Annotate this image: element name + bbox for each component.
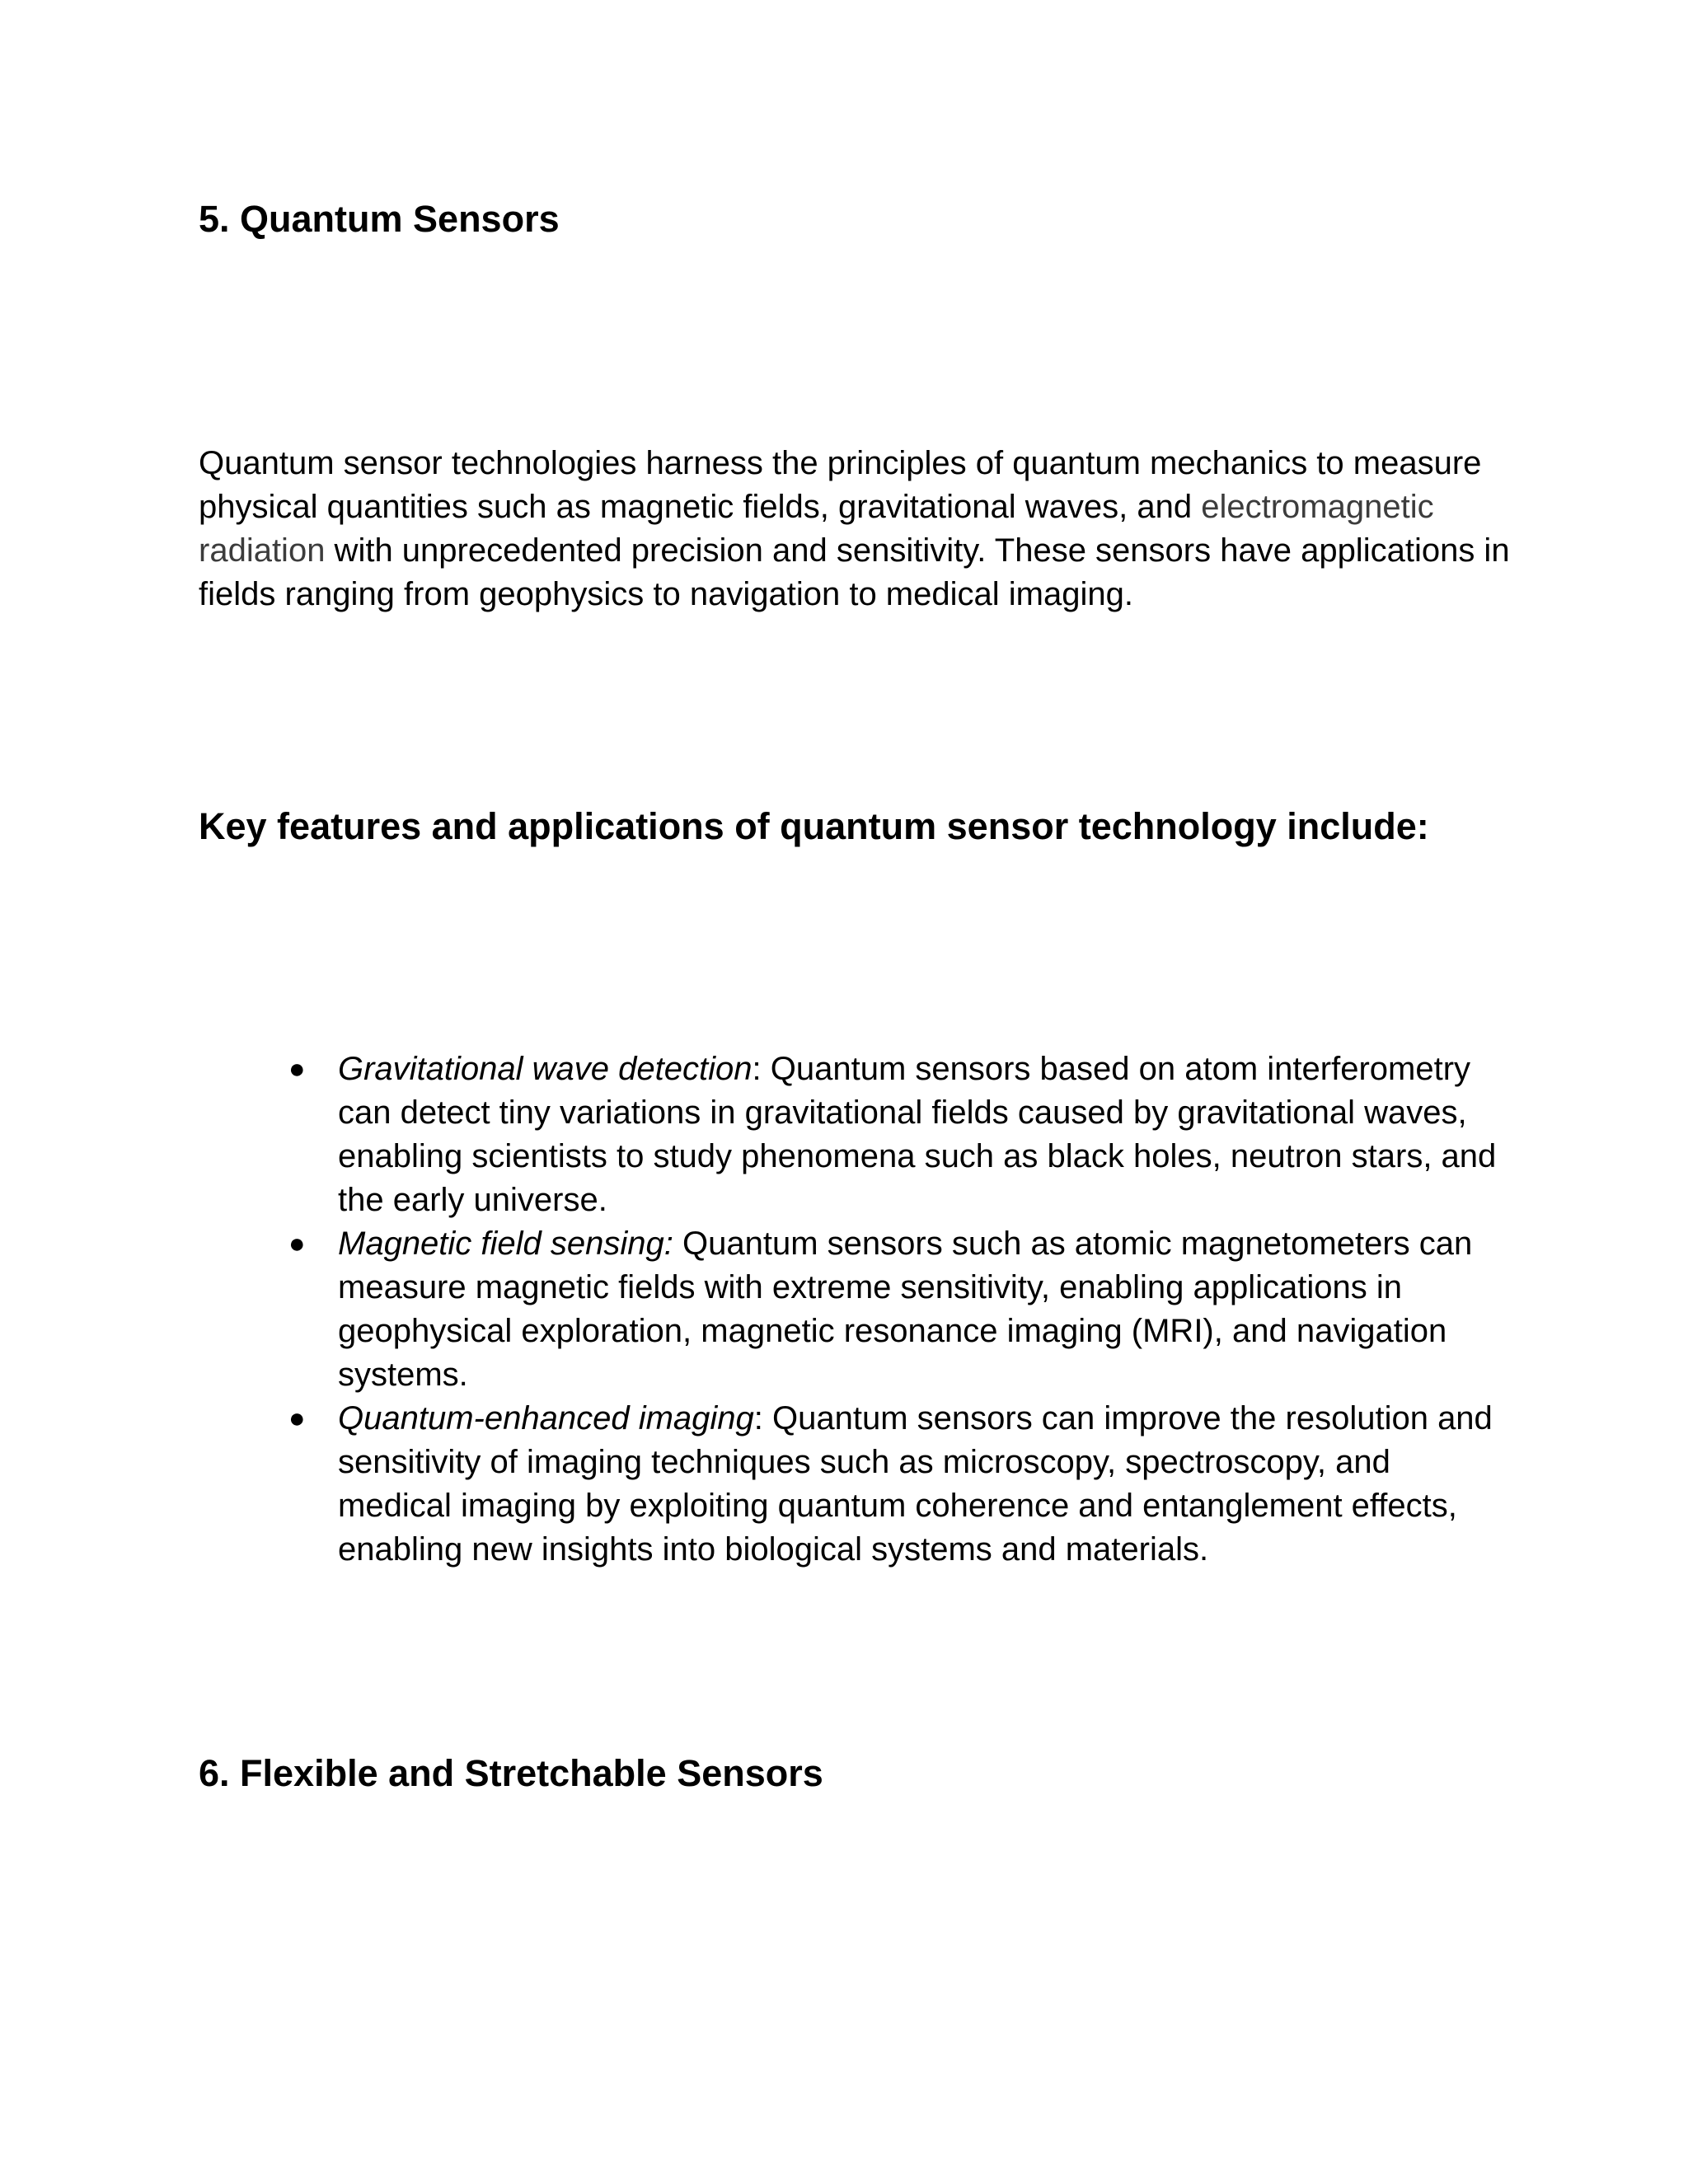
features-list (280, 1047, 1500, 1572)
intro-text-end: with unprecedented precision and sensitivity. These sensors have applications in fields ranging from geophysics to navigation to medical imaging. (199, 532, 1510, 612)
list-item-text: : Quantum sensors can improve the resolution and sensitivity of imaging techniques such as microscopy, spectroscopy, and medical imaging by exploiting quantum coherence and entanglement effects, enabling new insights into biological systems and materials. (338, 1400, 1493, 1568)
intro-text-start: Quantum sensor technologies harness the principles of quantum mechanics to measure physical quantities such as magnetic fields, gravitational waves, and (199, 445, 1482, 525)
list-item-term: Quantum-enhanced imaging (338, 1400, 754, 1436)
bullet-dot-icon: ● (288, 1228, 306, 1259)
section-heading-quantum-sensors: 5. Quantum Sensors (199, 198, 560, 240)
features-heading: Key features and applications of quantum sensor technology include: (199, 805, 1429, 847)
list-item-term: Magnetic field sensing: (338, 1226, 673, 1262)
list-item (280, 1397, 1500, 1572)
bullet-dot-icon: ● (288, 1053, 306, 1085)
intro-paragraph (199, 442, 1517, 616)
list-item-text: : Quantum sensors based on atom interferometry can detect tiny variations in gravitational fields caused by gravitational waves, enabling scientists to study phenomena such as black holes, neutron stars, and the early universe. (338, 1051, 1497, 1218)
bullet-dot-icon: ● (288, 1403, 306, 1434)
intro-highlighted-phrase: electromagnetic radiation (199, 489, 1434, 569)
list-item-term: Gravitational wave detection (338, 1051, 753, 1087)
list-item (280, 1222, 1500, 1397)
list-item-text: Quantum sensors such as atomic magnetometers can measure magnetic fields with extreme sensitivity, enabling applications in geophysical exploration, magnetic resonance imaging (MRI), and navigation systems. (338, 1226, 1473, 1393)
list-item (280, 1047, 1500, 1222)
section-heading-flexible-sensors: 6. Flexible and Stretchable Sensors (199, 1752, 823, 1794)
